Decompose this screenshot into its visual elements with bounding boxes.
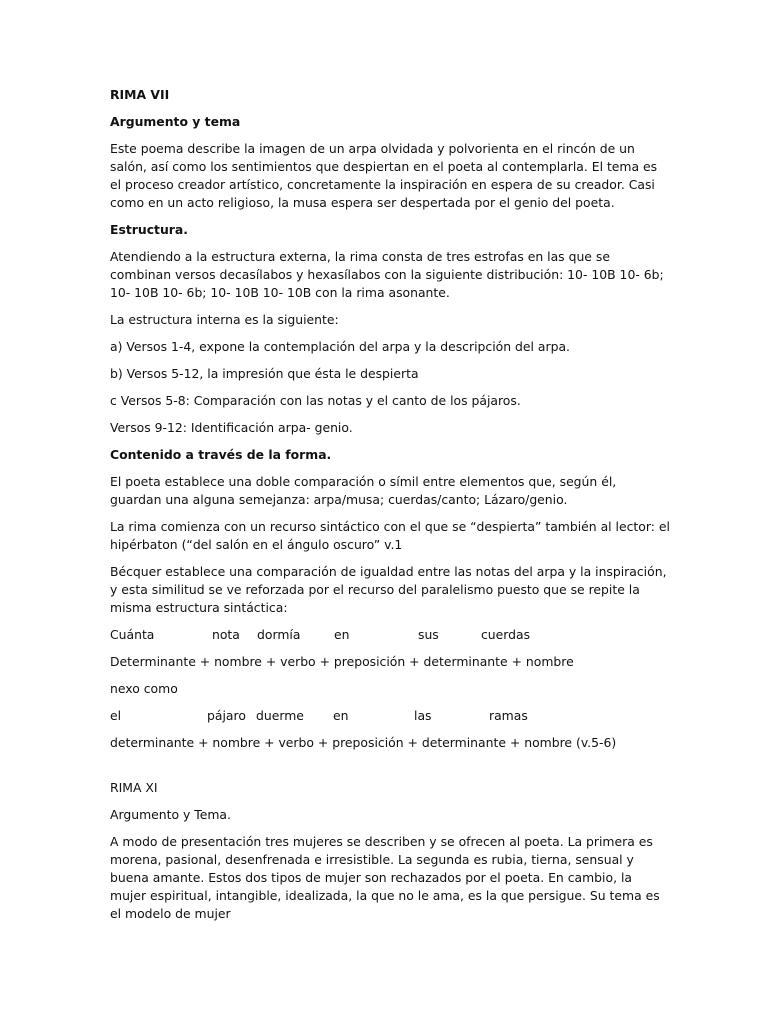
nexo-line: nexo como	[110, 681, 178, 696]
verse-word: el	[110, 708, 122, 723]
section-spacer	[110, 761, 670, 779]
analysis-line-2: determinante + nombre + verbo + preposición + determinante + nombre (v.5-6)	[110, 735, 617, 750]
verse-row-2	[110, 707, 670, 725]
verse-word: Cuánta	[110, 627, 155, 642]
verse-word: sus	[418, 627, 439, 642]
verse-word: en	[333, 708, 349, 723]
argumento-paragraph: Este poema describe la imagen de un arpa olvidada y polvorienta en el rincón de un salón, así como los sentimientos que despiertan en el poeta al contemplarla. El tema es el proceso creador artístico, concretamente la inspiración en espera de su creador. Casi como en un acto religioso, la musa espera ser despertada por el genio del poeta.	[110, 141, 658, 210]
list-item-a: a) Versos 1-4, expone la contemplación del arpa y la descripción del arpa.	[110, 339, 570, 354]
estructura-interna-paragraph: La estructura interna es la siguiente:	[110, 312, 339, 327]
contenido-paragraph-2: La rima comienza con un recurso sintáctico con el que se “despierta” también al lector: el hipérbaton (“del salón en el ángulo oscuro” v.1	[110, 519, 670, 552]
rima-xi-argumento-paragraph: A modo de presentación tres mujeres se describen y se ofrecen al poeta. La primera es morena, pasional, desenfrenada e irresistible. La segunda es rubia, tierna, sensual y buena amante. Estos dos tipos de mujer son rechazados por el poeta. En cambio, la mujer espiritual, intangible, idealizada, la que no le ama, es la que persigue. Su tema es el modelo de mujer	[110, 834, 660, 921]
estructura-heading: Estructura.	[110, 222, 188, 237]
verse-word: nota	[212, 627, 240, 642]
list-item-d: Versos 9-12: Identificación arpa- genio.	[110, 420, 353, 435]
rima-vii-title: RIMA VII	[110, 87, 170, 102]
list-item-c: c Versos 5-8: Comparación con las notas y el canto de los pájaros.	[110, 393, 521, 408]
verse-word: las	[414, 708, 432, 723]
verse-word: cuerdas	[481, 627, 531, 642]
verse-word: en	[334, 627, 350, 642]
contenido-paragraph-1: El poeta establece una doble comparación o símil entre elementos que, según él, guardan una alguna semejanza: arpa/musa; cuerdas/canto; Lázaro/genio.	[110, 474, 617, 507]
verse-word: duerme	[256, 708, 304, 723]
list-item-b: b) Versos 5-12, la impresión que ésta le despierta	[110, 366, 419, 381]
verse-row-1	[110, 626, 670, 644]
rima-xi-argumento-heading: Argumento y Tema.	[110, 807, 231, 822]
document-body	[110, 86, 670, 932]
contenido-heading: Contenido a través de la forma.	[110, 447, 332, 462]
rima-xi-title: RIMA XI	[110, 780, 158, 795]
verse-word: ramas	[489, 708, 528, 723]
analysis-line-1: Determinante + nombre + verbo + preposición + determinante + nombre	[110, 654, 574, 669]
contenido-paragraph-3: Bécquer establece una comparación de igualdad entre las notas del arpa y la inspiración, y esta similitud se ve reforzada por el recurso del paralelismo puesto que se repite la misma estructura sintáctica:	[110, 564, 667, 615]
verse-word: pájaro	[207, 708, 246, 723]
verse-word: dormía	[257, 627, 301, 642]
argumento-heading: Argumento y tema	[110, 114, 241, 129]
estructura-externa-paragraph: Atendiendo a la estructura externa, la rima consta de tres estrofas en las que se combinan versos decasílabos y hexasílabos con la siguiente distribución: 10- 10B 10- 6b; 10- 10B 10- 6b; 10- 10B 10- 10B con la rima asonante.	[110, 249, 664, 300]
